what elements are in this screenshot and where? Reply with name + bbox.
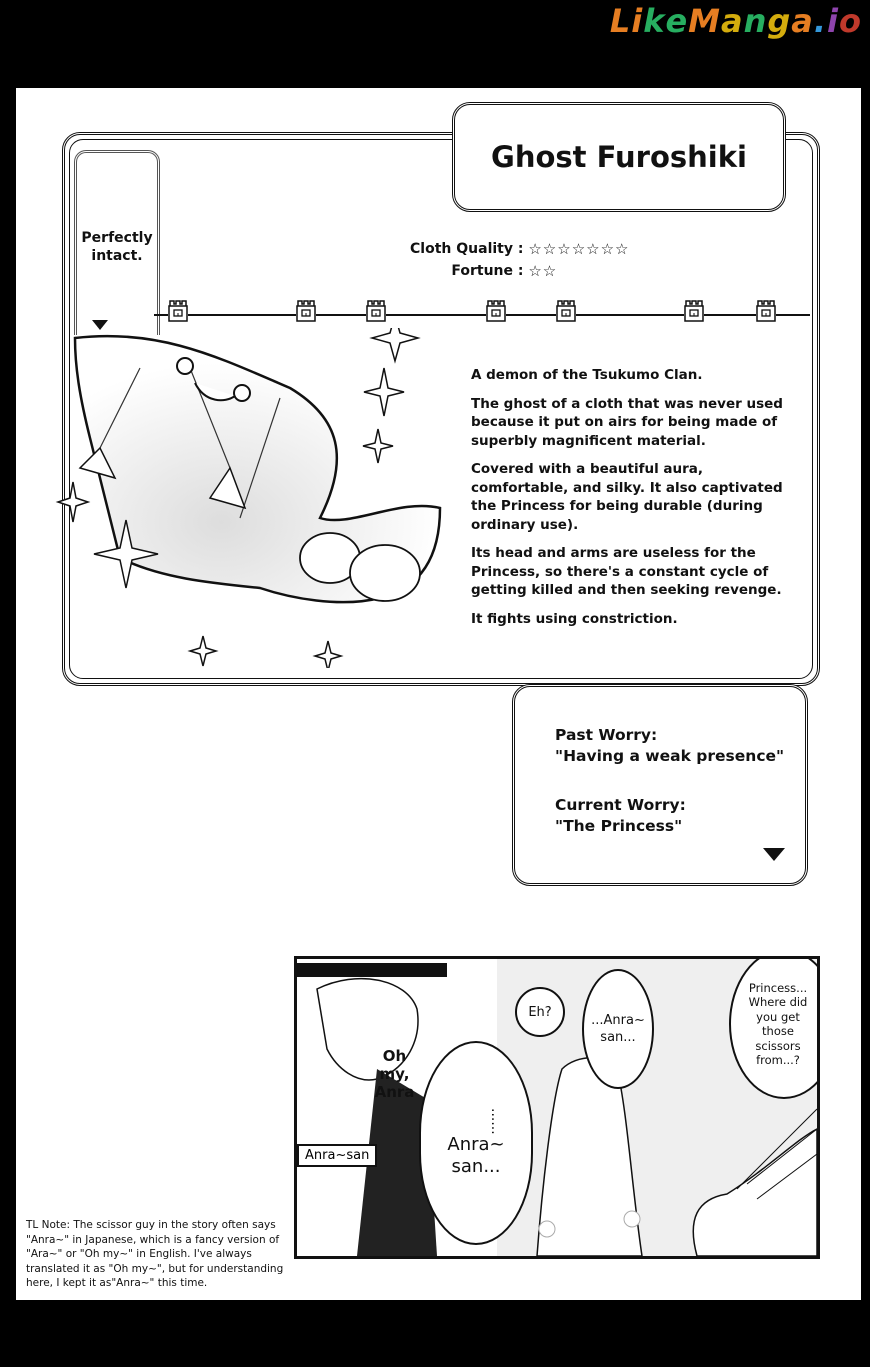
character-name: Ghost Furoshiki	[491, 140, 747, 174]
speech-bubble-oh-my: Oh my, Anra	[374, 1047, 415, 1101]
comic-panel	[294, 956, 820, 1259]
description-paragraph: Its head and arms are useless for the Princess, so there's a constant cycle of getting killed and then seeking revenge.	[471, 545, 782, 598]
description	[471, 366, 801, 638]
manga-page	[16, 88, 861, 1300]
castle-icon	[556, 300, 576, 322]
stat-label: Cloth Quality	[410, 241, 513, 257]
status-text: Perfectly intact.	[81, 230, 153, 264]
stat-fortune: Fortune : ☆☆	[386, 260, 630, 282]
past-worry-label: Past Worry:	[555, 726, 658, 744]
speech-bubble-princess: Princess... Where did you get those scissors from...?	[729, 956, 820, 1099]
triangle-down-icon	[763, 848, 785, 861]
status-box	[74, 150, 160, 335]
description-paragraph: Covered with a beautiful aura, comfortable, and silky. It also captivated the Princess for being durable (during ordinary use).	[471, 461, 783, 533]
castle-divider-line	[154, 314, 810, 316]
castle-icon	[684, 300, 704, 322]
worry-box	[512, 684, 808, 886]
ghost-furoshiki-illustration	[40, 328, 460, 668]
star-rating: ☆☆☆☆☆☆☆	[528, 240, 630, 258]
stat-cloth-quality: Cloth Quality : ☆☆☆☆☆☆☆	[386, 238, 630, 260]
castle-icon	[366, 300, 386, 322]
title-box	[452, 102, 786, 212]
current-worry-value: "The Princess"	[555, 817, 683, 835]
speech-bubble-anra-san-large: ...... Anra~ san...	[419, 1041, 533, 1245]
castle-icon	[486, 300, 506, 322]
translator-note: TL Note: The scissor guy in the story often says "Anra~" in Japanese, which is a fancy version of "Ara~" or "Oh my~" in English. I've always translated it as "Oh my~", but for understanding here, I kept it as"Anra~" this time.	[26, 1219, 284, 1289]
description-paragraph: It fights using constriction.	[471, 610, 678, 627]
stat-label: Fortune	[451, 263, 513, 279]
castle-icon	[756, 300, 776, 322]
speech-bubble-eh: Eh?	[515, 987, 565, 1037]
description-paragraph: A demon of the Tsukumo Clan.	[471, 367, 703, 383]
star-rating: ☆☆	[528, 262, 558, 280]
watermark-logo: LikeManga.io	[609, 2, 862, 40]
speech-bubble-anra-san-small: ...Anra~ san...	[582, 969, 654, 1089]
past-worry-value: "Having a weak presence"	[555, 747, 785, 765]
current-worry-label: Current Worry:	[555, 796, 686, 814]
caption-box: Anra~san	[297, 1144, 377, 1167]
castle-icon	[296, 300, 316, 322]
castle-icon	[168, 300, 188, 322]
description-paragraph: The ghost of a cloth that was never used because it put on airs for being made of superbly magnificent material.	[471, 395, 783, 449]
stats-block	[386, 238, 630, 282]
